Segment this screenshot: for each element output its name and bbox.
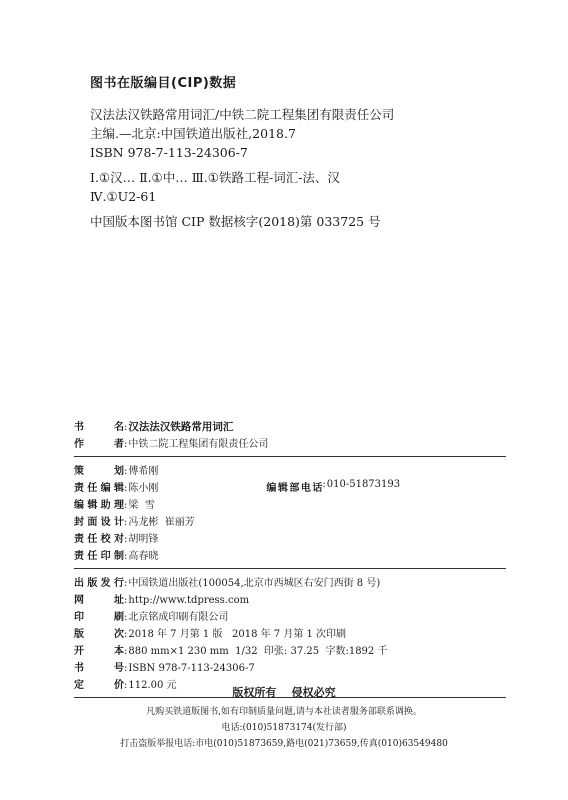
value-author: 中铁二院工程集团有限责任公司: [128, 439, 269, 450]
cip-line-verification: 中国版本图书馆 CIP 数据核字(2018)第 033725 号: [90, 214, 381, 229]
rights-title: 版权所有 侵权必究: [232, 686, 336, 699]
row-publisher: [74, 574, 514, 591]
value-editorial-phone: 010-51873193: [326, 479, 401, 490]
cip-line-classification: Ⅰ.①汉… Ⅱ.①中… Ⅲ.①铁路工程-词汇-法、汉: [90, 170, 340, 185]
value-print-supervisor: 高春晓: [128, 551, 159, 562]
label-publisher: 出版发行: [74, 578, 124, 589]
colon: :: [124, 500, 128, 511]
cip-line-editor: 主编.—北京:中国铁道出版社,2018.7: [90, 126, 296, 141]
colon: :: [124, 422, 128, 433]
colophon-block: [74, 418, 514, 703]
colon: :: [124, 646, 128, 657]
value-isbn: ISBN 978-7-113-24306-7: [128, 663, 255, 674]
colon: :: [124, 483, 128, 494]
divider: [74, 568, 506, 569]
label-editor-assistant: 编辑助理: [74, 500, 124, 511]
label-edition: 版次: [74, 629, 124, 640]
row-isbn: [74, 659, 514, 676]
rights-anti-piracy: 打击盗版举报电话:市电(010)51873659,路电(021)73659,传真(010)63549480: [120, 739, 448, 749]
value-format: 880 mm×1 230 mm 1/32 印张: 37.25 字数:1892 千: [128, 646, 388, 657]
row-author: [74, 435, 514, 452]
label-isbn: 书号: [74, 663, 124, 674]
colon: :: [124, 595, 128, 606]
value-edition: 2018 年 7 月第 1 版 2018 年 7 月第 1 次印刷: [128, 629, 347, 640]
colon: :: [124, 439, 128, 450]
colon: :: [124, 680, 128, 691]
value-price: 112.00 元: [128, 680, 177, 691]
colon: :: [124, 517, 128, 528]
row-book-title: [74, 418, 514, 435]
colon: :: [124, 551, 128, 562]
divider: [74, 456, 506, 457]
label-editorial-phone: 编辑部电话: [266, 483, 323, 494]
label-printer: 印刷: [74, 612, 124, 623]
cip-block: [90, 72, 530, 231]
colon: :: [124, 612, 128, 623]
cip-line-clc: Ⅳ.①U2-61: [90, 189, 157, 204]
row-planner: [74, 462, 514, 479]
row-cover-design: [74, 513, 514, 530]
value-cover-design: 冯龙彬 崔丽芳: [128, 517, 195, 528]
colon: :: [124, 629, 128, 640]
value-publisher: 中国铁道出版社(100054,北京市西城区右安门西街 8 号): [128, 578, 381, 589]
cip-line-title: 汉法法汉铁路常用词汇/中铁二院工程集团有限责任公司: [90, 107, 395, 122]
colon: :: [124, 534, 128, 545]
label-author: 作者: [74, 439, 124, 450]
value-printer: 北京铭成印刷有限公司: [128, 612, 229, 623]
value-editor: 陈小刚: [128, 483, 159, 494]
rights-block: [0, 684, 568, 752]
value-planner: 傅希刚: [128, 466, 159, 477]
row-website: [74, 591, 514, 608]
cip-title: 图书在版编目(CIP)数据: [90, 76, 237, 91]
label-price: 定价: [74, 680, 124, 691]
value-website: http://www.tdpress.com: [128, 595, 250, 606]
colon: :: [124, 466, 128, 477]
label-book-title: 书名: [74, 422, 124, 433]
label-planner: 策划: [74, 466, 124, 477]
row-format: [74, 642, 514, 659]
row-editor: [74, 479, 514, 496]
row-proofreader: [74, 530, 514, 547]
label-format: 开本: [74, 646, 124, 657]
editorial-phone: [266, 479, 400, 494]
cip-line-isbn: ISBN 978-7-113-24306-7: [90, 145, 248, 160]
rights-phone: 电话:(010)51873174(发行部): [221, 723, 347, 733]
value-proofreader: 胡明锋: [128, 534, 159, 545]
rights-notice: 凡购买铁道版图书,如有印制质量问题,请与本社读者服务部联系调换。: [146, 707, 422, 717]
value-book-title: 汉法法汉铁路常用词汇: [128, 421, 234, 433]
row-edition: [74, 625, 514, 642]
colon: :: [124, 578, 128, 589]
label-print-supervisor: 责任印制: [74, 551, 124, 562]
colon: :: [322, 479, 326, 490]
label-website: 网址: [74, 595, 124, 606]
label-proofreader: 责任校对: [74, 534, 124, 545]
label-editor: 责任编辑: [74, 483, 124, 494]
row-editor-assistant: [74, 496, 514, 513]
label-cover-design: 封面设计: [74, 517, 124, 528]
row-print-supervisor: [74, 547, 514, 564]
row-printer: [74, 608, 514, 625]
value-editor-assistant: 梁 雪: [128, 500, 155, 511]
colon: :: [124, 663, 128, 674]
